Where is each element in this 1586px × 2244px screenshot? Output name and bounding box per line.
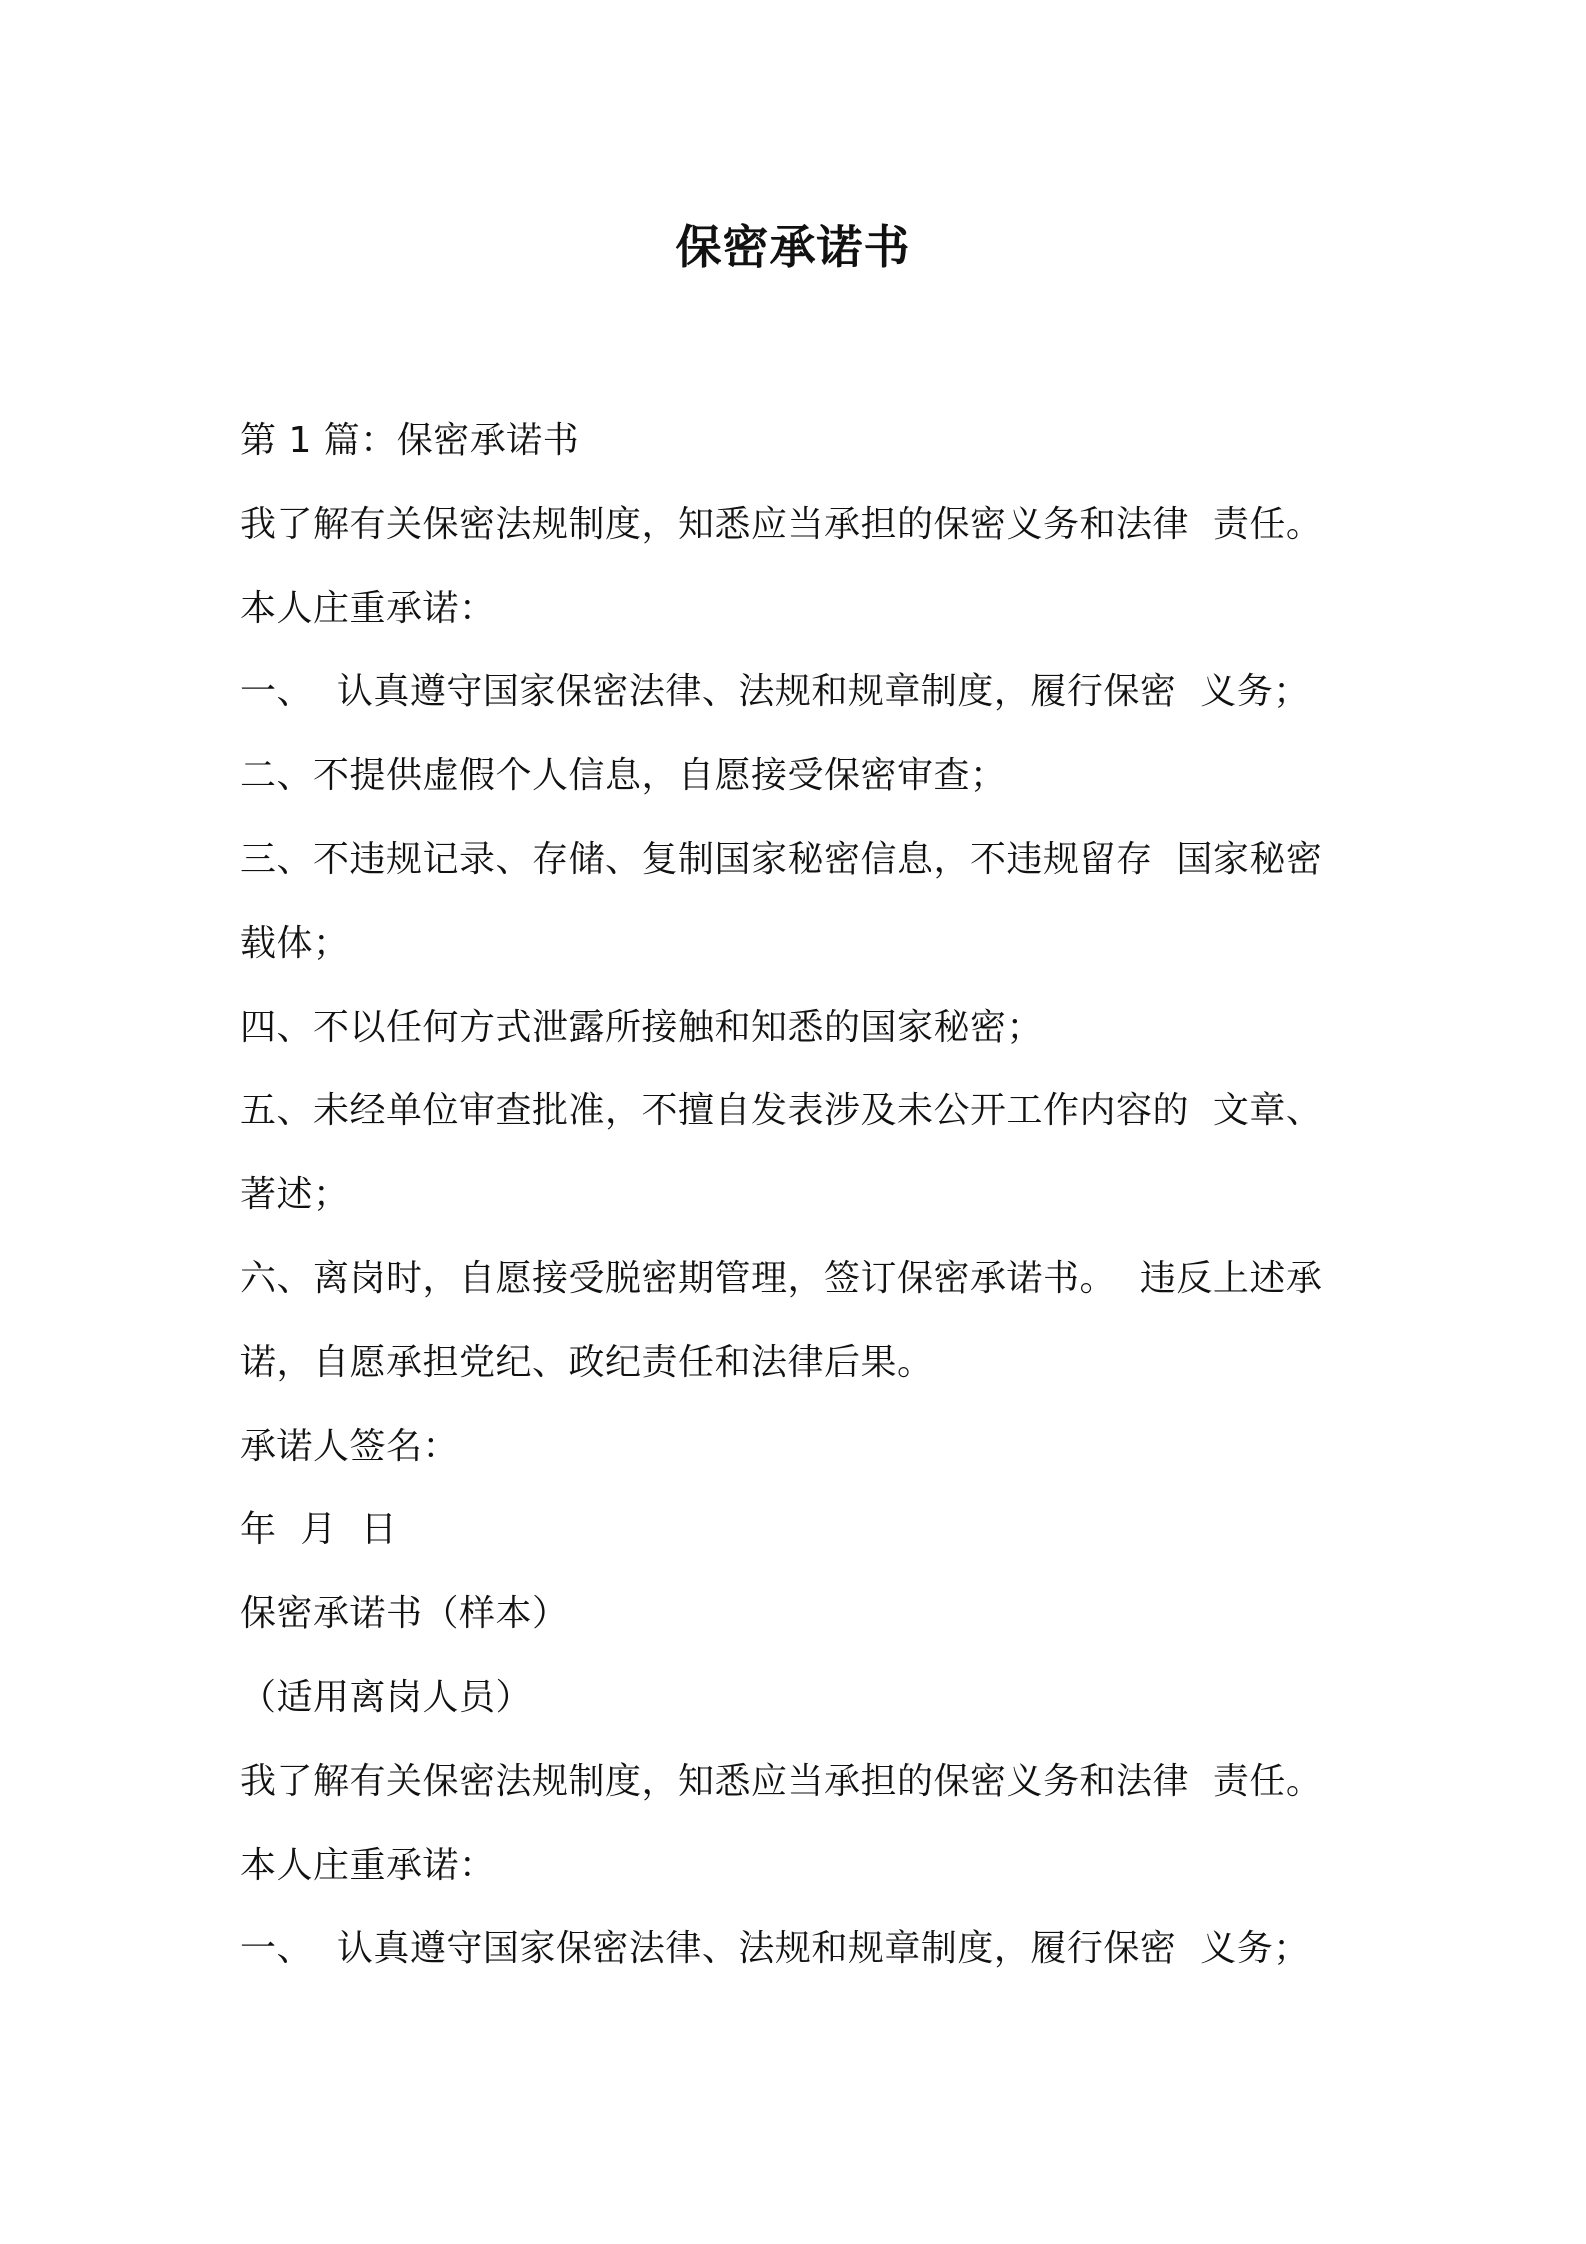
intro-paragraph: 我了解有关保密法规制度，知悉应当承担的保密义务和法律 责任。 <box>240 503 1323 545</box>
signature-label: 承诺人签名： <box>240 1425 460 1467</box>
sample-title: 保密承诺书（样本） <box>240 1593 569 1635</box>
sample-subtitle: （适用离岗人员） <box>240 1676 533 1718</box>
document-body <box>240 399 1360 1991</box>
pledge-item-3: 三、不违规记录、存储、复制国家秘密信息，不违规留存 国家秘密 <box>240 838 1323 880</box>
pledge-item-2: 二、不提供虚假个人信息，自愿接受保密审查； <box>240 755 1007 797</box>
pledge-item-6-continued: 诺，自愿承担党纪、政纪责任和法律后果。 <box>240 1341 934 1383</box>
pledge-item-4: 四、不以任何方式泄露所接触和知悉的国家秘密； <box>240 1006 1044 1048</box>
document-title: 保密承诺书 <box>675 220 911 274</box>
pledge-item-1: 一、 认真遵守国家保密法律、法规和规章制度，履行保密 义务； <box>240 671 1310 713</box>
pledge-item-6: 六、离岗时，自愿接受脱密期管理，签订保密承诺书。 违反上述承 <box>240 1257 1323 1299</box>
sample-intro-paragraph: 我了解有关保密法规制度，知悉应当承担的保密义务和法律 责任。 <box>240 1760 1323 1802</box>
pledge-heading: 本人庄重承诺： <box>240 587 496 629</box>
pledge-item-5: 五、未经单位审查批准，不擅自发表涉及未公开工作内容的 文章、 <box>240 1090 1323 1132</box>
date-label: 年 月 日 <box>240 1509 398 1551</box>
sample-pledge-heading: 本人庄重承诺： <box>240 1844 496 1886</box>
pledge-item-5-continued: 著述； <box>240 1174 350 1216</box>
section-heading: 第 1 篇：保密承诺书 <box>240 420 580 461</box>
pledge-item-3-continued: 载体； <box>240 922 350 964</box>
sample-pledge-item-1: 一、 认真遵守国家保密法律、法规和规章制度，履行保密 义务； <box>240 1928 1310 1970</box>
